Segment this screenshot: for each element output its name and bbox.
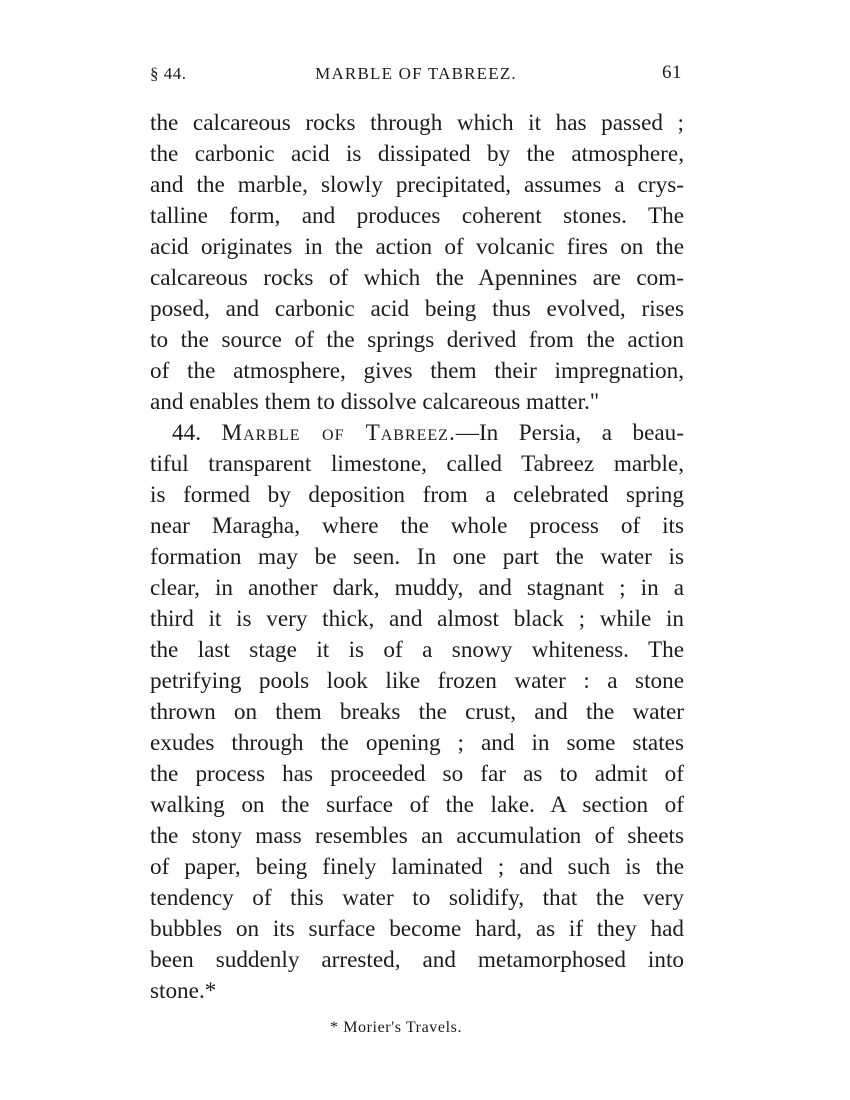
text-line: clear, in another dark, muddy, and stagnant ; in a — [150, 575, 684, 601]
text-line: and enables them to dissolve calcareous matter." — [150, 389, 600, 415]
section-reference: § 44. — [150, 64, 187, 83]
section-number: 44. — [172, 420, 201, 446]
text-line: third it is very thick, and almost black ; while in — [150, 606, 684, 632]
text-line: bubbles on its surface become hard, as if they had — [150, 916, 684, 942]
text-line: near Maragha, where the whole process of its — [150, 513, 684, 539]
text-line: tiful transparent limestone, called Tabreez marble, — [150, 451, 684, 477]
page-number: 61 — [662, 62, 682, 83]
text-line: talline form, and produces coherent stones. The — [150, 203, 684, 229]
text-line: of the atmosphere, gives them their impregnation, — [150, 358, 684, 384]
text-line: exudes through the opening ; and in some states — [150, 730, 684, 756]
text-line: formation may be seen. In one part the water is — [150, 544, 684, 570]
text-line: is formed by deposition from a celebrated spring — [150, 482, 684, 508]
text-line: thrown on them breaks the crust, and the water — [150, 699, 684, 725]
text-line: tendency of this water to solidify, that the very — [150, 885, 684, 911]
text-line: acid originates in the action of volcanic fires on the — [150, 234, 684, 260]
text-line: the stony mass resembles an accumulation of sheets — [150, 823, 684, 849]
text-line: the carbonic acid is dissipated by the atmosphere, — [150, 141, 684, 167]
body-text — [150, 108, 684, 1007]
text-line: and the marble, slowly precipitated, assumes a crys- — [150, 172, 684, 198]
text-line: of paper, being finely laminated ; and such is the — [150, 854, 684, 880]
section-first-line-text: —In Persia, a beau- — [455, 420, 685, 446]
section-first-line — [150, 418, 684, 449]
text-line: the process has proceeded so far as to admit of — [150, 761, 684, 787]
text-line: the last stage it is of a snowy whiteness. The — [150, 637, 684, 663]
text-line: been suddenly arrested, and metamorphosed into — [150, 947, 684, 973]
text-line: posed, and carbonic acid being thus evolved, rises — [150, 296, 684, 322]
text-line: stone.* — [150, 978, 217, 1004]
text-line: petrifying pools look like frozen water : a stone — [150, 668, 684, 694]
footnote: * Morier's Travels. — [330, 1019, 463, 1036]
section-44-paragraph — [150, 418, 684, 1007]
text-line: walking on the surface of the lake. A section of — [150, 792, 684, 818]
quote-continuation-paragraph — [150, 108, 684, 418]
running-head-title: MARBLE OF TABREEZ. — [315, 64, 517, 83]
text-line: the calcareous rocks through which it has passed ; — [150, 110, 684, 136]
section-heading: Marble of Tabreez. — [221, 420, 456, 446]
text-line: calcareous rocks of which the Apennines are com- — [150, 265, 684, 291]
text-line: to the source of the springs derived from the action — [150, 327, 684, 353]
running-head — [150, 64, 682, 90]
